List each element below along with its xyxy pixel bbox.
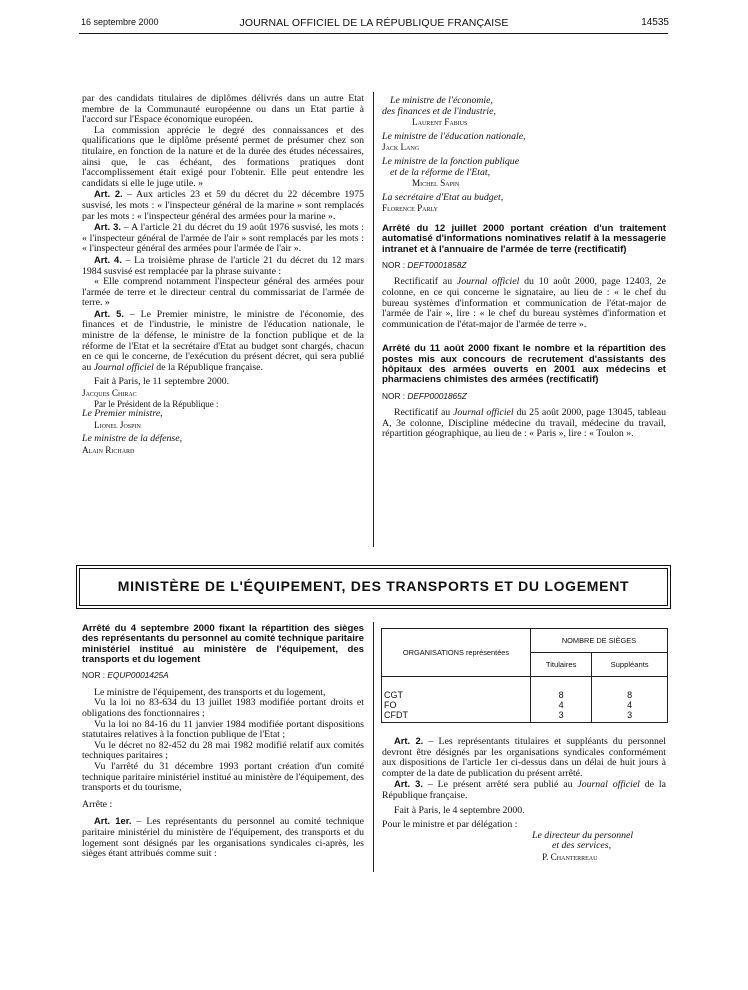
column-divider: [373, 622, 374, 872]
table-header-suppleants: Suppléants: [592, 653, 668, 677]
arrete-1-text: Rectificatif au Journal officiel du 10 août 2000, page 12403, 2e colonne, en ce qui concerne le signataire, au lieu de : « le chef du bureau systèmes d'information et communication de l'état-major de l'armée de l'air », lire : « le chef du bureau systèmes d'information et communication de l'état-major de l'armée de terre ».: [382, 276, 666, 330]
table-row: CGT: [384, 690, 403, 700]
article-4: Art. 4. – La troisième phrase de l'article 21 du décret du 12 mars 1984 susvisé est remplacée par la phrase suivante :: [82, 253, 365, 277]
arrete-1-nor: NOR : DEFT0001858Z: [382, 259, 467, 270]
header-date: 16 septembre 2000: [81, 17, 159, 27]
arrete-3-nor: NOR : EQUP0001425A: [82, 670, 169, 681]
table-row: CFDT: [384, 710, 408, 720]
arrete-word: Arrête :: [82, 798, 113, 810]
right-top-column: [382, 96, 666, 440]
eco-name: Laurent Fabius: [412, 117, 468, 128]
header-rule: [79, 33, 668, 34]
left-top-column: [82, 94, 364, 456]
fp-name: Michel Sapin: [412, 178, 460, 189]
table-cell: 8: [627, 690, 633, 700]
right-bottom-column: [382, 736, 666, 863]
arrete-2-title: Arrêté du 11 août 2000 fixant le nombre et la répartition des postes mis aux concours de recrutement d'assistants des hôpitaux des armées ouverts en 2001 aux médecins et pharmaciens chimistes des armées (rectificatif): [382, 343, 666, 386]
table-cell: 4: [558, 700, 564, 710]
article-3: Art. 3. – A l'article 21 du décret du 19 août 1976 susvisé, les mots : « l'inspecteur général de l'armée de l'air » sont remplacés par les mots : « l'inspecteur général des armées pour l'armée de l'air ».: [82, 221, 364, 255]
table-header-org: ORGANISATIONS représentées: [382, 629, 531, 677]
article-3-equipement: Art. 3. – Le présent arrêté sera publié au Journal officiel de la République française.: [382, 778, 666, 801]
delegation-line: Pour le ministre et par délégation :: [382, 819, 518, 831]
table-row: FO: [384, 700, 397, 710]
pm-title: Le Premier ministre,: [82, 408, 163, 420]
table-sup-cell: [592, 677, 668, 723]
table-cell: 4: [627, 700, 633, 710]
paragraph: Vu la loi no 84-16 du 11 janvier 1984 modifiée portant dispositions statutaires relatives à la fonction publique de l'Etat ;: [82, 718, 364, 741]
director-title-2: et des services,: [552, 840, 612, 852]
budget-name: Florence Parly: [382, 203, 438, 214]
done-at: Fait à Paris, le 4 septembre 2000.: [394, 804, 525, 816]
ministry-banner: [79, 568, 668, 606]
done-at: Fait à Paris, le 11 septembre 2000.: [94, 376, 230, 388]
defense-title: Le ministre de la défense,: [82, 433, 183, 445]
arrete-3-title: Arrêté du 4 septembre 2000 fixant la répartition des sièges des représentants du personnel au comité technique paritaire ministériel institué au ministère de l'équipement, des transports et du logement: [82, 623, 364, 665]
defense-name: Alain Richard: [82, 445, 135, 455]
eco-title: Le ministre de l'économie,: [390, 95, 493, 106]
par-president: Par le Président de la République :: [94, 398, 219, 409]
article-4-quote: « Elle comprend notamment l'inspecteur général des armées pour l'armée de terre et le directeur central du commissariat de l'armée de terre. »: [82, 276, 364, 309]
article-2-equipement: Art. 2. – Les représentants titulaires et suppléants du personnel devront être désignés par les organisations syndicales conformément aux dispositions de l'article 1er ci-dessus dans un délai de huit jours à compter de la date de publication du présent arrêté.: [382, 735, 666, 779]
arrete-2-text: Rectificatif au Journal officiel du 25 août 2000, page 13045, tableau A, 3e colonne, Discipline médecine du travail, médecine du travail, répartition géographique, au lieu de : « Paris », lire : « Toulon ».: [382, 407, 666, 440]
edu-name: Jack Lang: [382, 142, 420, 153]
page-number: 14535: [641, 17, 669, 28]
paragraph: Vu la loi no 83-634 du 13 juillet 1983 modifiée portant droits et obligations des fonctionnaires ;: [82, 697, 364, 719]
director-name: P. Chanterreau: [542, 851, 598, 862]
table-tit-cell: [531, 677, 592, 723]
journal-title: JOURNAL OFFICIEL DE LA RÉPUBLIQUE FRANÇAISE: [239, 17, 509, 29]
article-5: Art. 5. – Le Premier ministre, le ministre de l'économie, des finances et de l'industrie, le ministre de l'éducation nationale, le ministre de la défense, le ministre de la fonction publique et de la réforme de l'Etat et la secrétaire d'Etat au budget sont chargés, chacun en ce qui le concerne, de l'exécution du présent décret, qui sera publié au Journal officiel de la République française.: [82, 307, 364, 373]
ministry-banner-text: MINISTÈRE DE L'ÉQUIPEMENT, DES TRANSPORTS ET DU LOGEMENT: [117, 578, 630, 594]
left-bottom-column: [82, 624, 364, 860]
paragraph: Vu l'arrêté du 31 décembre 1993 portant création d'un comité technique paritaire ministériel institué au ministère de l'équipement, des transports et du tourisme,: [82, 760, 364, 794]
arrete-1-title: Arrêté du 12 juillet 2000 portant création d'un traitement automatisé d'informations nominatives relatif à la messagerie intranet et à l'annuaire de l'armée de terre (rectificatif): [382, 222, 666, 255]
paragraph: Vu le décret no 82-452 du 28 mai 1982 modifié relatif aux comités techniques paritaires ;: [82, 739, 364, 762]
table-cell: 8: [558, 690, 564, 700]
edu-title: Le ministre de l'éducation nationale,: [382, 130, 526, 142]
budget-title: La secrétaire d'Etat au budget,: [382, 191, 504, 203]
table-header-titulaires: Titulaires: [531, 653, 592, 677]
table-cell: 3: [627, 710, 633, 720]
arrete-2-nor: NOR : DEFP0001865Z: [382, 390, 467, 401]
fp-title: Le ministre de la fonction publique: [382, 155, 520, 167]
eco-title-2: des finances et de l'industrie,: [382, 105, 496, 117]
paragraph: La commission apprécie le degré des connaissances et des qualifications que le diplôme présenté permet de présumer chez son titulaire, en fonction de la nature et de la durée des études nécessaires, ainsi que, le cas échéant, des formations pratiques dont l'accomplissement était exigé pour l'obtenir. Elle peut entendre les candidats si elle le juge utile. »: [82, 124, 364, 189]
article-1: Art. 1er. – Les représentants du personnel au comité technique paritaire ministériel du ministère de l'équipement, des transports et du logement sont désignés par les organisations syndicales ci-après, les sièges étant attribués comme suit :: [82, 815, 364, 860]
table-org-cell: [382, 677, 531, 723]
table-cell: 3: [558, 710, 564, 720]
paragraph: par des candidats titulaires de diplômes délivrés dans un autre Etat membre de la Communauté européenne ou dans un Etat partie à l'accord sur l'Espace économique européen.: [82, 93, 364, 126]
column-divider: [373, 92, 374, 547]
table-header-seats: NOMBRE DE SIÈGES: [531, 629, 668, 653]
article-2: Art. 2. – Aux articles 23 et 59 du décret du 22 décembre 1975 susvisé, les mots : « l'inspecteur général de la marine » sont remplacés par les mots : « l'inspecteur général des armées pour la marine ».: [82, 188, 364, 222]
director-title: Le directeur du personnel: [532, 829, 634, 841]
pm-name: Lionel Jospin: [94, 419, 141, 430]
seats-table: [381, 628, 668, 723]
fp-title-2: et de la réforme de l'Etat,: [390, 166, 491, 178]
paragraph: Le ministre de l'équipement, des transports et du logement,: [94, 686, 326, 698]
signature-chirac: Jacques Chirac: [82, 388, 137, 399]
